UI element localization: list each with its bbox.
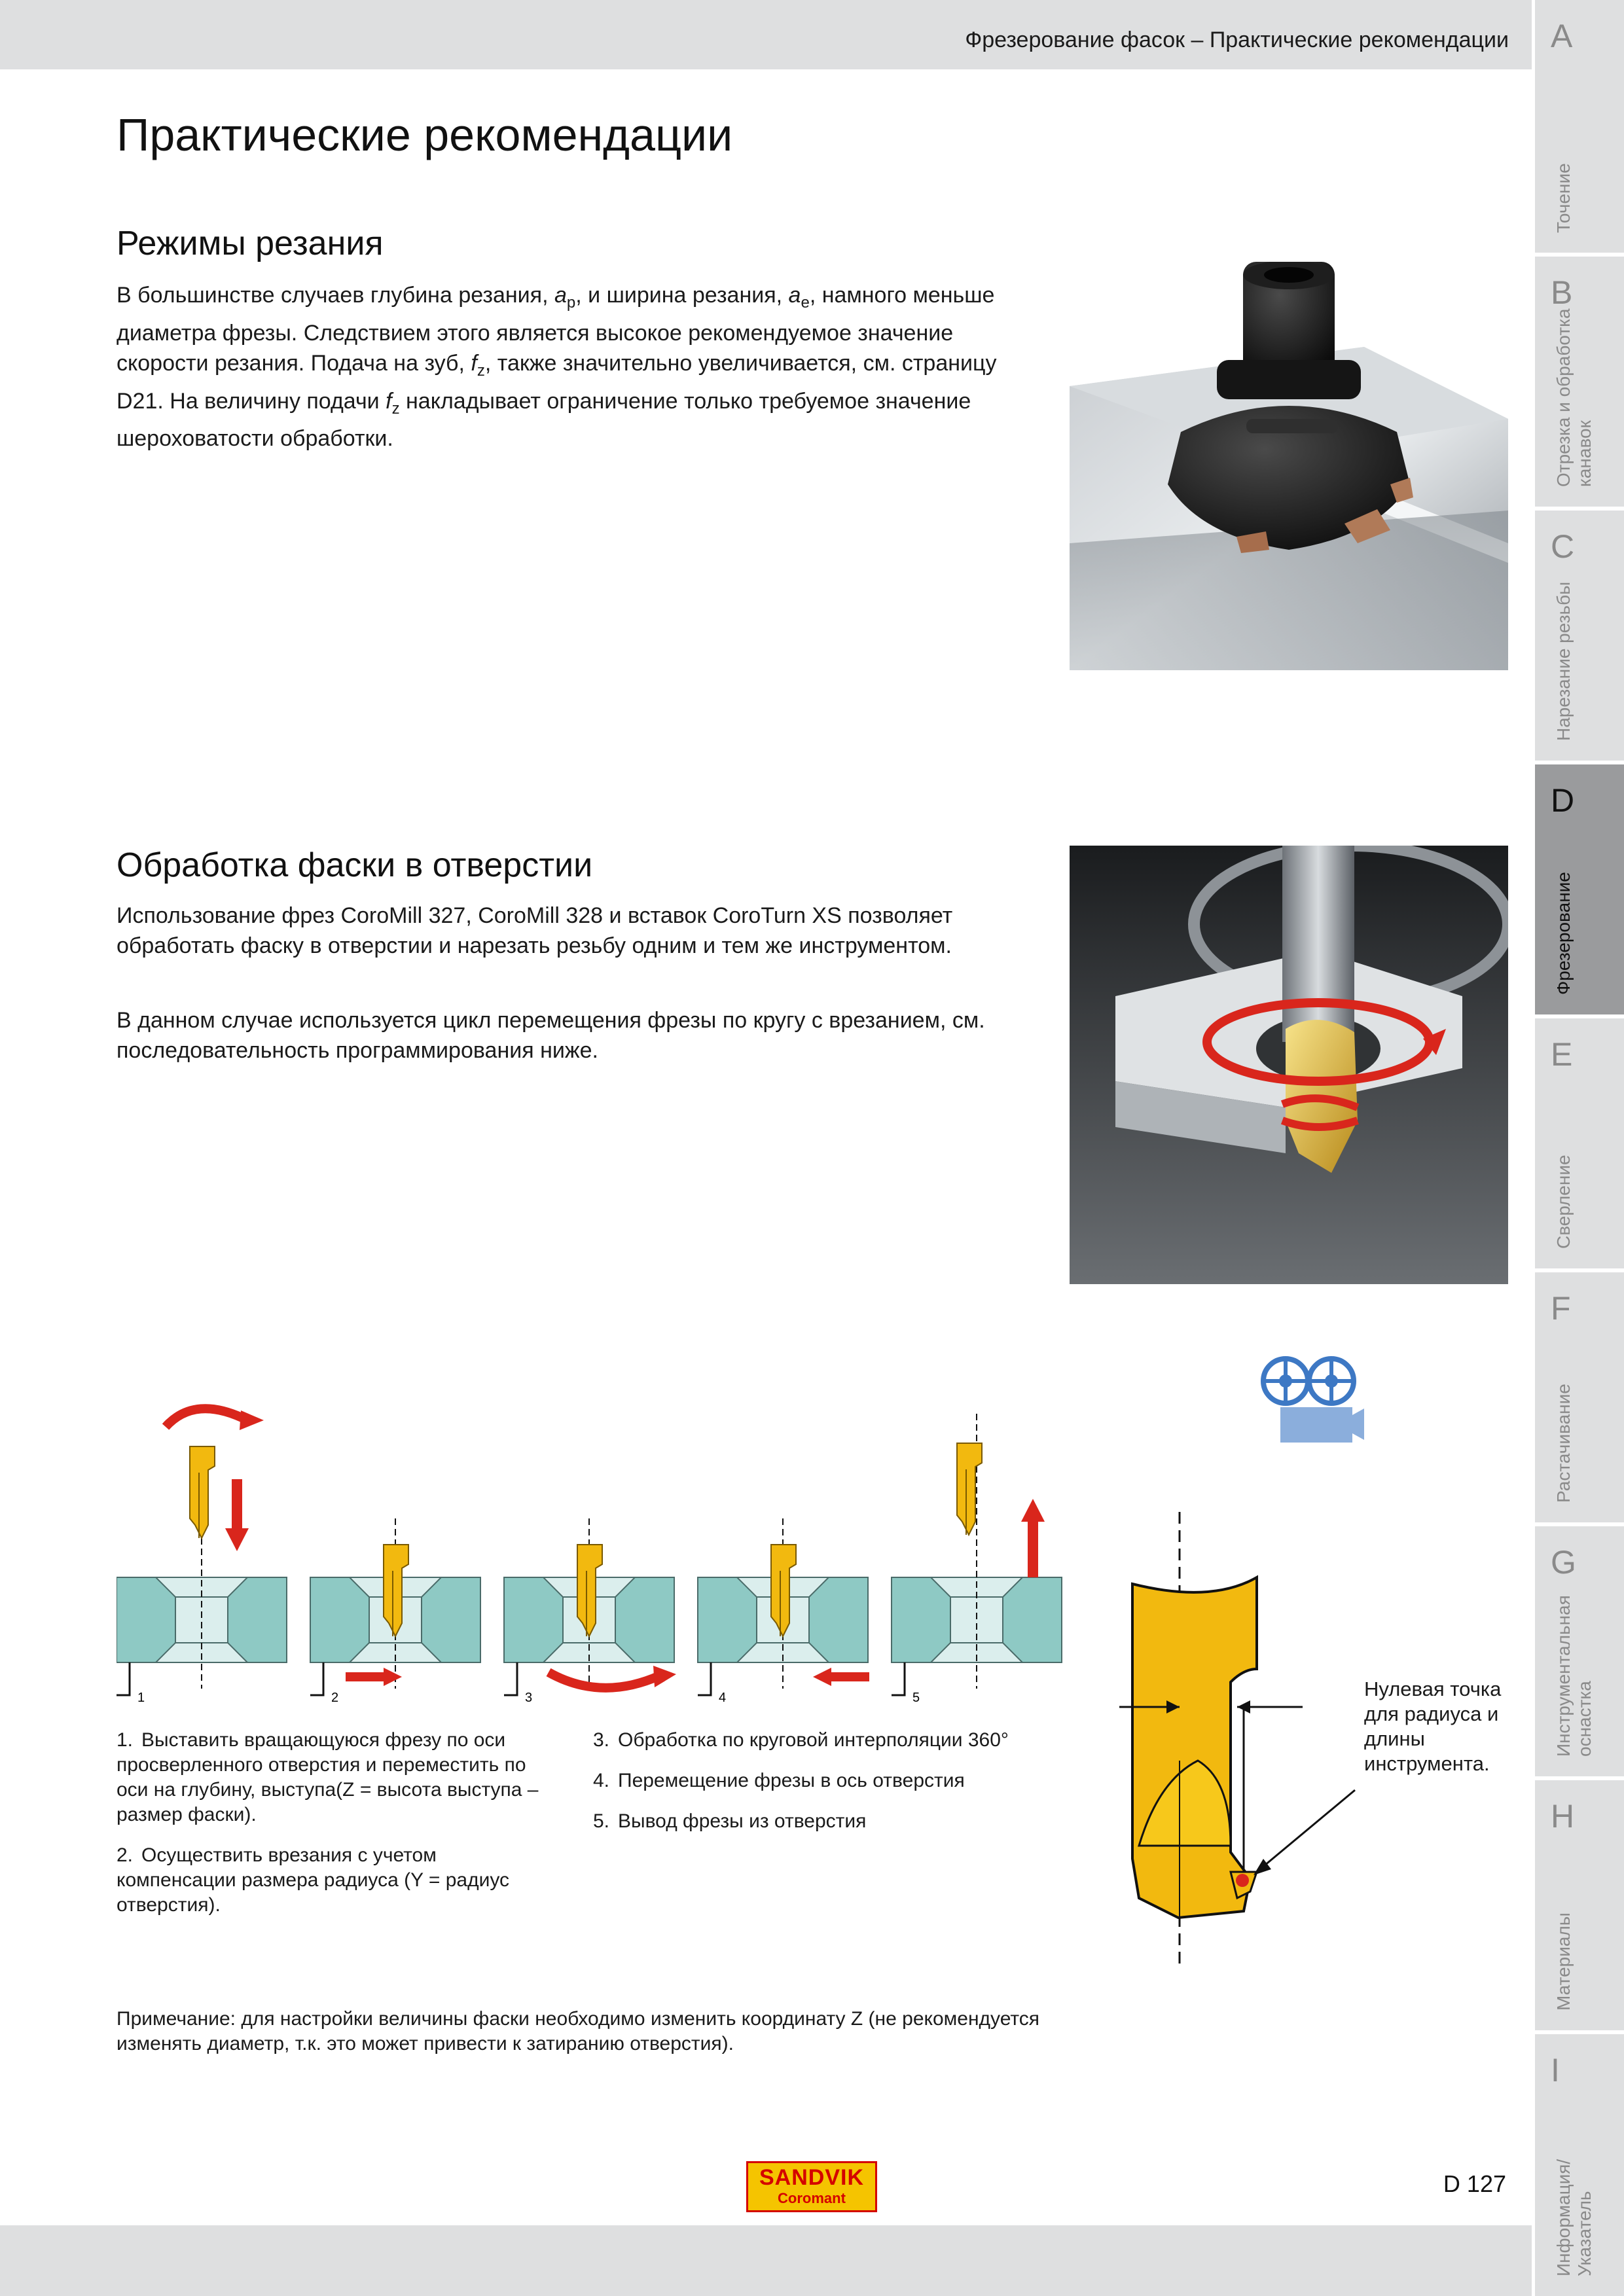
- logo-wordmark: SANDVIK: [759, 2165, 865, 2190]
- step-index: 5.: [593, 1810, 610, 1832]
- steps-list-left: [117, 1728, 549, 1933]
- step-item-1: [117, 1728, 549, 1827]
- step-item-5: [593, 1809, 1025, 1834]
- tab-label: Растачивание: [1553, 1384, 1574, 1503]
- step-item-4: [593, 1768, 1025, 1793]
- symbol-a: a: [788, 283, 801, 308]
- tab-label: Материалы: [1553, 1912, 1574, 2011]
- sequence-illustration: [117, 1394, 1072, 1708]
- tab-threading[interactable]: [1535, 511, 1624, 761]
- step-number-4: 4: [719, 1691, 727, 1705]
- face-mill-photo: [1070, 262, 1508, 670]
- hole-chamfer-paragraph-1: Использование фрез CoroMill 327, CoroMill 328 и вставок CoroTurn XS позволяет обработать фаску в отверстии и нарезать резьбу одним и тем же инструментом.: [117, 903, 953, 958]
- step-number-3: 3: [525, 1691, 533, 1705]
- tab-info-index[interactable]: [1535, 2034, 1624, 2296]
- tab-boring[interactable]: [1535, 1272, 1624, 1522]
- section-heading-cutting-data: Режимы резания: [117, 224, 384, 262]
- subscript-p: p: [566, 293, 576, 312]
- text-run: В большинстве случаев глубина резания,: [117, 283, 554, 308]
- tab-label: Отрезка и обработка канавок: [1553, 308, 1595, 487]
- tab-letter: I: [1551, 2052, 1560, 2089]
- tab-letter: D: [1551, 782, 1575, 819]
- page-title: Практические рекомендации: [117, 109, 733, 160]
- tab-letter: C: [1551, 528, 1575, 565]
- tab-letter: H: [1551, 1798, 1575, 1835]
- tab-parting-grooving[interactable]: [1535, 257, 1624, 507]
- zero-point-label: Нулевая точка для радиуса и длины инструмента.: [1364, 1677, 1502, 1775]
- tab-letter: B: [1551, 274, 1573, 311]
- step-index: 3.: [593, 1729, 610, 1751]
- tab-label: Сверление: [1553, 1155, 1574, 1249]
- hole-chamfer-photo: [1070, 846, 1508, 1284]
- tab-label: Точение: [1553, 163, 1574, 233]
- video-camera-icon[interactable]: [1254, 1355, 1365, 1446]
- programming-sequence-diagram: [117, 1394, 1072, 1708]
- hole-chamfer-paragraph-2: В данном случае используется цикл перемещения фрезы по кругу с врезанием, см. последовательность программирования ниже.: [117, 1008, 985, 1063]
- text-run: , намного меньше диаметра фрезы. Следствием этого является высокое рекомендуемое значение скорости резания. Подача на зуб,: [117, 283, 995, 376]
- step-number-1: 1: [137, 1691, 145, 1705]
- step-item-3: [593, 1728, 1025, 1753]
- tab-letter: A: [1551, 18, 1573, 54]
- cutting-data-paragraph: [117, 280, 1046, 454]
- step-text: Перемещение фрезы в ось отверстия: [618, 1770, 965, 1791]
- text-run: , также значительно увеличивается, см. страницу D21. На величину подачи: [117, 350, 997, 414]
- tab-letter: F: [1551, 1290, 1571, 1327]
- chamfer-tool-image: [1070, 846, 1508, 1284]
- symbol-a: a: [554, 283, 567, 308]
- subscript-z: z: [477, 361, 485, 380]
- step-text: Обработка по круговой интерполяции 360°: [618, 1729, 1009, 1751]
- tab-drilling[interactable]: [1535, 1018, 1624, 1268]
- tab-letter: G: [1551, 1544, 1576, 1581]
- section-tabs: [1535, 0, 1624, 2296]
- step-number-5: 5: [912, 1691, 920, 1705]
- step-number-2: 2: [331, 1691, 339, 1705]
- tab-label: Фрезерование: [1553, 872, 1574, 995]
- tab-label: Информация/ Указатель: [1553, 2159, 1595, 2276]
- footer-bar: [0, 2225, 1532, 2296]
- page-number: D 127: [1443, 2170, 1506, 2197]
- face-mill-image: [1070, 262, 1508, 670]
- subscript-z: z: [391, 399, 400, 418]
- film-camera-icon: [1254, 1355, 1365, 1446]
- tab-label: Нарезание резьбы: [1553, 581, 1574, 741]
- subscript-e: e: [801, 293, 810, 312]
- sandvik-logo: [746, 2161, 877, 2212]
- symbol-f: f: [386, 388, 392, 414]
- step-item-2: [117, 1843, 549, 1918]
- tab-letter: E: [1551, 1036, 1573, 1073]
- tab-tooling[interactable]: [1535, 1526, 1624, 1776]
- tab-milling[interactable]: [1535, 764, 1624, 1014]
- section-heading-hole-chamfer: Обработка фаски в отверстии: [117, 846, 593, 884]
- step-index: 2.: [117, 1844, 134, 1866]
- tab-label: Инструментальная оснастка: [1553, 1595, 1595, 1757]
- note-text: Примечание: для настройки величины фаски необходимо изменить координату Z (не рекомендуется изменять диаметр, т.к. это может привести к затиранию отверстия).: [117, 2008, 1040, 2054]
- step-text: Вывод фрезы из отверстия: [618, 1810, 867, 1832]
- running-header: Фрезерование фасок – Практические рекомендации: [965, 27, 1509, 52]
- step-text: Выставить вращающуюся фрезу по оси просверленного отверстия и переместить по оси на глубину, выступа(Z = высота выступа – размер фаски).: [117, 1729, 539, 1825]
- tab-turning[interactable]: [1535, 0, 1624, 253]
- text-run: , и ширина резания,: [575, 283, 789, 308]
- logo-subline: Coromant: [778, 2190, 846, 2206]
- text-run: накладывает ограничение только требуемое значение шероховатости обработки.: [117, 388, 971, 452]
- step-index: 4.: [593, 1770, 610, 1791]
- step-index: 1.: [117, 1729, 134, 1751]
- steps-list-right: [593, 1728, 1025, 1850]
- tab-materials[interactable]: [1535, 1780, 1624, 2030]
- symbol-f: f: [471, 350, 477, 376]
- step-text: Осуществить врезания с учетом компенсации размера радиуса (Y = радиус отверстия).: [117, 1844, 510, 1916]
